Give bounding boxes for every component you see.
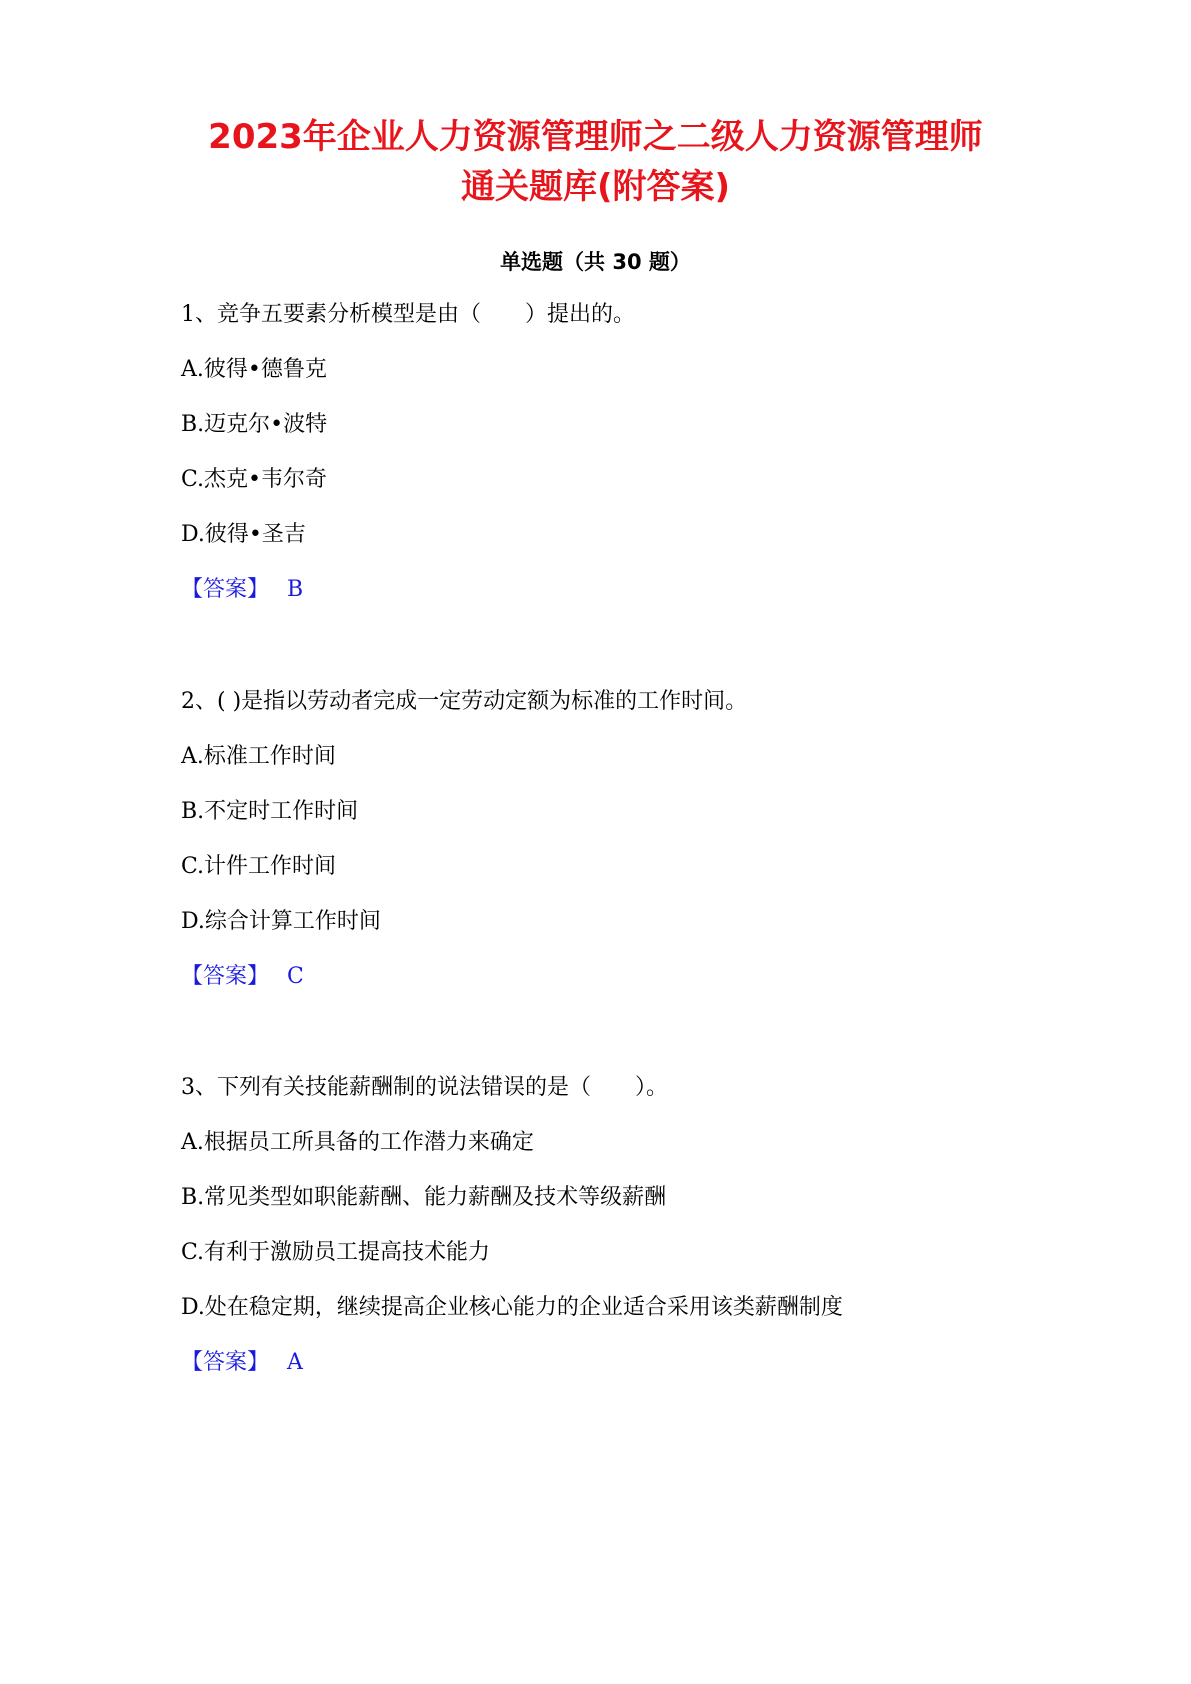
option-a: A.根据员工所具备的工作潜力来确定 [181,1130,534,1155]
question-stem: 3、下列有关技能薪酬制的说法错误的是（ ）。 [181,1075,668,1100]
option-d: D.综合计算工作时间 [181,909,381,934]
question-stem: 2、( )是指以劳动者完成一定劳动定额为标准的工作时间。 [181,689,748,714]
answer-label: 【答案】 [181,577,270,602]
option-a: A.标准工作时间 [181,744,336,769]
option-b: B.常见类型如职能薪酬、能力薪酬及技术等级薪酬 [181,1185,667,1210]
document-title-line1: 2023年企业人力资源管理师之二级人力资源管理师 [208,117,983,157]
option-d: D.处在稳定期，继续提高企业核心能力的企业适合采用该类薪酬制度 [181,1295,843,1320]
option-c: C.杰克•韦尔奇 [181,467,328,492]
answer-value: C [287,964,304,989]
question-stem: 1、竞争五要素分析模型是由（ ）提出的。 [181,302,635,327]
option-a: A.彼得•德鲁克 [181,357,327,382]
answer-line [181,1348,303,1378]
option-d: D.彼得•圣吉 [181,522,306,547]
option-b: B.迈克尔•波特 [181,412,328,437]
answer-line [181,962,304,992]
answer-label: 【答案】 [181,964,270,989]
document-title-line2: 通关题库(附答案) [460,167,731,207]
answer-value: A [287,1350,303,1375]
option-b: B.不定时工作时间 [181,799,359,824]
answer-line [181,575,303,605]
answer-value: B [287,577,304,602]
option-c: C.计件工作时间 [181,854,337,879]
section-heading: 单选题（共 30 题） [500,250,691,274]
answer-label: 【答案】 [181,1350,270,1375]
option-c: C.有利于激励员工提高技术能力 [181,1240,491,1265]
